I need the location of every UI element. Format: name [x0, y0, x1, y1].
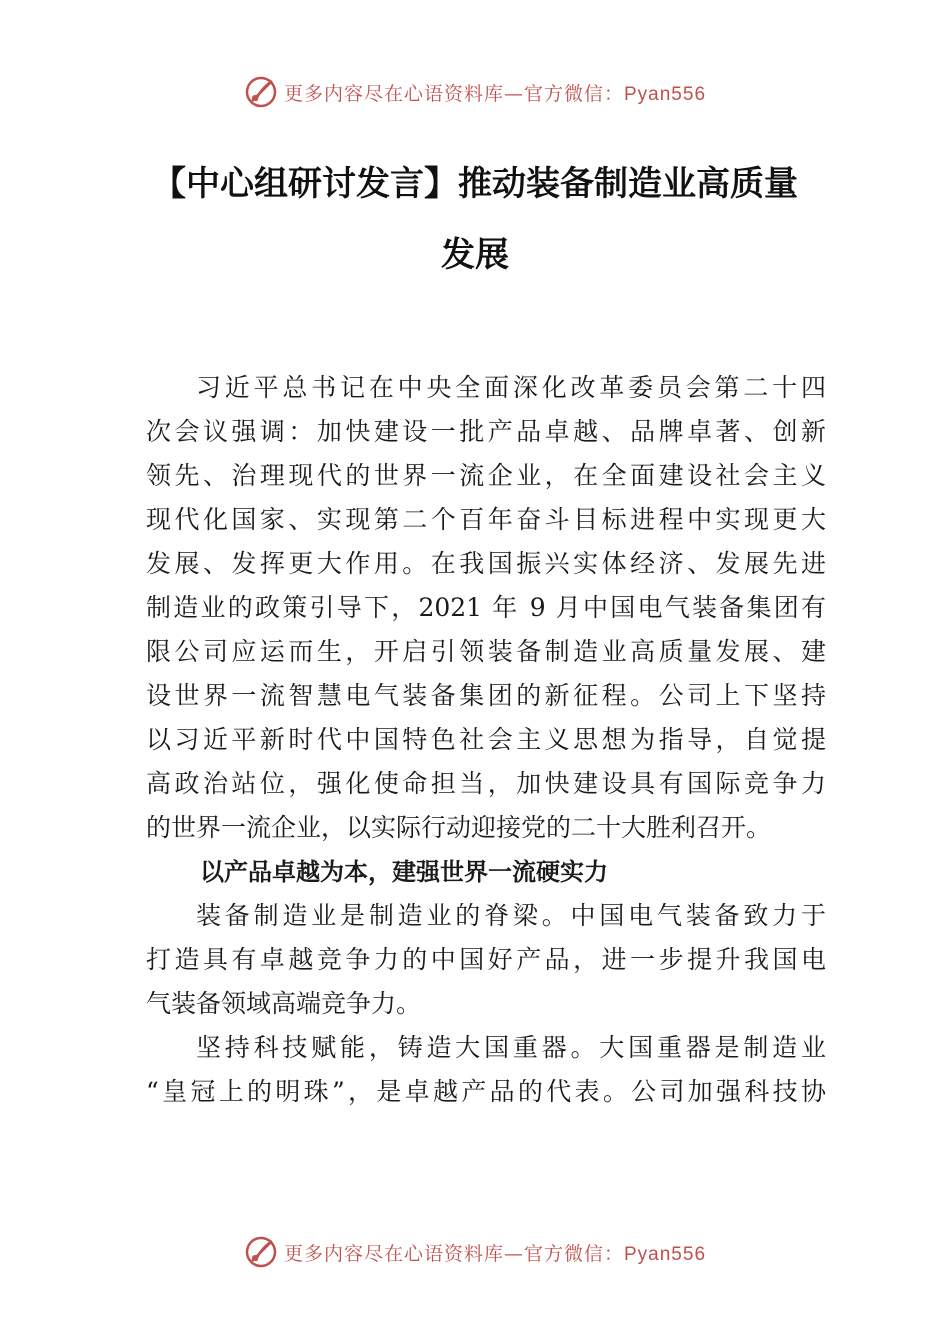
- paragraph-line: 坚持科技赋能，铸造大国重器。大国重器是制造业: [196, 1033, 826, 1062]
- paragraph-line: 领先、治理现代的世界一流企业，在全面建设社会主义: [146, 461, 826, 490]
- paragraph-line: 气装备领域高端竞争力。: [146, 989, 422, 1018]
- paragraph-line: “皇冠上的明珠”，是卓越产品的代表。公司加强科技协: [146, 1077, 826, 1106]
- banner-contact-id: Pyan556: [624, 83, 707, 105]
- banner-slogan: 更多内容尽在心语资料库: [283, 1242, 504, 1265]
- footer-banner-text: [284, 1239, 706, 1266]
- paragraph-line: 设世界一流智慧电气装备集团的新征程。公司上下坚持: [146, 681, 826, 710]
- quill-seal-logo-icon: [244, 1235, 278, 1269]
- paragraph-line: 制造业的政策引导下，2021 年 9 月中国电气装备集团有: [146, 593, 826, 622]
- paragraph-line: 限公司应运而生，开启引领装备制造业高质量发展、建: [146, 637, 826, 666]
- paragraph-line: 的世界一流企业，以实际行动迎接党的二十大胜利召开。: [146, 813, 772, 842]
- header-banner-text: [284, 79, 706, 106]
- document-body: [146, 366, 826, 1114]
- banner-separator: —: [503, 1242, 524, 1265]
- document-title-line-1: 【中心组研讨发言】推动装备制造业高质量: [152, 164, 798, 204]
- paragraph-line: 现代化国家、实现第二个百年奋斗目标进程中实现更大: [146, 505, 826, 534]
- banner-contact-label: 官方微信：: [523, 82, 624, 105]
- paragraph-line: 次会议强调：加快建设一批产品卓越、品牌卓著、创新: [146, 417, 826, 446]
- header-banner: [0, 72, 950, 112]
- paragraph-line: 打造具有卓越竞争力的中国好产品，进一步提升我国电: [146, 945, 826, 974]
- paragraph-line: 装备制造业是制造业的脊梁。中国电气装备致力于: [196, 901, 826, 930]
- banner-separator: —: [503, 82, 524, 105]
- banner-slogan: 更多内容尽在心语资料库: [283, 82, 504, 105]
- paragraph-line: 以习近平新时代中国特色社会主义思想为指导，自觉提: [146, 725, 826, 754]
- banner-contact-label: 官方微信：: [523, 1242, 624, 1265]
- paragraph-line: 高政治站位，强化使命担当，加快建设具有国际竞争力: [146, 769, 826, 798]
- banner-contact-id: Pyan556: [624, 1243, 707, 1265]
- paragraph-line: 发展、发挥更大作用。在我国振兴实体经济、发展先进: [146, 549, 826, 578]
- document-title-line-2: 发展: [441, 235, 509, 275]
- footer-banner: [0, 1232, 950, 1272]
- section-heading: 以产品卓越为本，建强世界一流硬实力: [200, 858, 608, 886]
- paragraph-line: 习近平总书记在中央全面深化改革委员会第二十四: [196, 373, 826, 402]
- quill-seal-logo-icon: [244, 75, 278, 109]
